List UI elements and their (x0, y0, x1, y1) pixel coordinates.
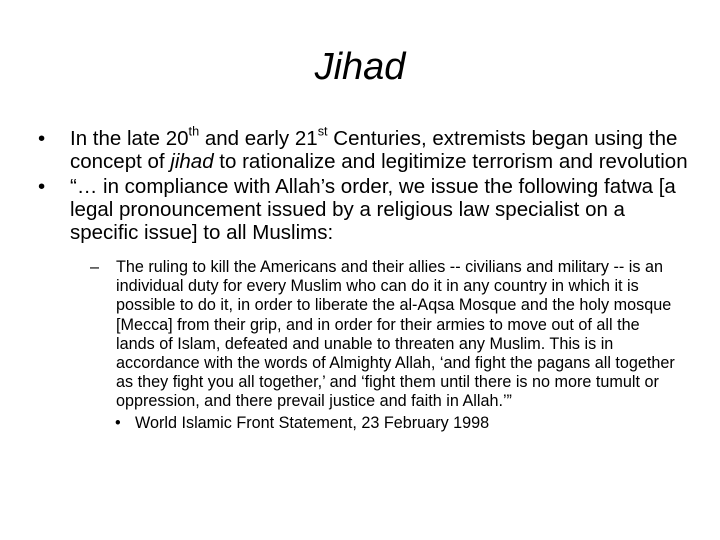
bullet-1-text-part3: Centuries, extremists began using the concept of (70, 127, 678, 173)
bullet-item-2 (38, 175, 688, 244)
superscript-st: st (317, 123, 328, 139)
bullet-1-text-part1: In the late 20 (70, 127, 189, 150)
dash-marker: – (90, 258, 100, 276)
bullet-2-text: “… in compliance with Allah’s order, we issue the following fatwa [a legal pronouncement issued by a religious law specialist on a specific issue] to all Muslims: (70, 175, 676, 244)
slide-title: Jihad (314, 46, 406, 88)
bullet-marker: • (38, 175, 46, 198)
quote-text: The ruling to kill the Americans and their allies -- civilians and military -- is an individual duty for every Muslim who can do it in any country in which it is possible to do it, in order to liberate the al-Aqsa Mosque and the holy mosque [Mecca] from their grip, and in order for their armies to move out of all the lands of Islam, defeated and unable to threaten any Muslim. This is in accordance with the words of Almighty Allah, ‘and fight the pagans all together as they fight you all together,’ and ‘fight them until there is no more tumult or oppression, and there prevail justice and faith in Allah.’” (116, 258, 675, 411)
source-text: World Islamic Front Statement, 23 February 1998 (135, 413, 490, 432)
bullet-marker: • (38, 127, 46, 150)
bullet-item-1 (38, 123, 688, 173)
bullet-1-text-part4: to rationalize and legitimize terrorism and revolution (213, 150, 688, 173)
bullet-marker: • (115, 413, 121, 432)
bullet-list (38, 123, 688, 433)
bullet-1-text-part2: and early 21 (199, 127, 318, 150)
bullet-1-italic-term: jihad (170, 150, 214, 173)
superscript-th: th (188, 123, 200, 139)
sub-bullet-quote (90, 258, 676, 412)
source-citation (115, 414, 688, 433)
